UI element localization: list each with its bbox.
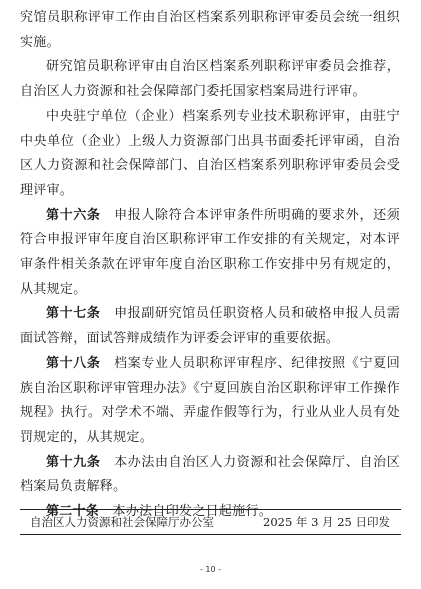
article-18: [20, 352, 400, 451]
article-number: 第十六条: [46, 207, 101, 223]
paragraph-text: 研究馆员职称评审由自治区档案系列职称评审委员会推荐，自治区人力资源和社会保障部门委托国家档案局进行评审。: [20, 59, 400, 100]
paragraph-1: [20, 6, 400, 55]
page-number: - 10 -: [199, 565, 222, 574]
paragraph-3: [20, 105, 400, 204]
document-body: [20, 6, 400, 525]
article-17: [20, 302, 400, 351]
article-16: [20, 204, 400, 303]
paragraph-text: 档案专业人员职称评审程序、纪律按照《宁夏回族自治区职称评审管理办法》《宁夏回族自治区职称评审工作操作规程》执行。对学术不端、弄虚作假等行为，行业从业人员有处罚规定的，从其规定。: [20, 355, 400, 445]
paragraph-text: 本办法由自治区人力资源和社会保障厅、自治区档案局负责解释。: [20, 454, 400, 495]
footer-bottom-rule: [20, 534, 401, 535]
issue-date: 2025 年 3 月 25 日印发: [263, 515, 390, 529]
paragraph-text: 中央驻宁单位（企业）档案系列专业技术职称评审，由驻宁中央单位（企业）上级人力资源部门出具书面委托评审函，自治区人力资源和社会保障部门、自治区档案系列职称评审委员会受理评审。: [20, 108, 400, 198]
article-19: [20, 451, 400, 500]
article-number: 第十九条: [46, 454, 101, 470]
issuance-footer: [30, 511, 390, 533]
paragraph-text: 本办法自印发之日起施行。: [112, 504, 273, 520]
footer-top-rule: [20, 509, 401, 510]
paragraph-text: 申报人除符合本评审条件所明确的要求外，还须符合申报评审年度自治区职称评审工作安排的有关规定，对本评审条件相关条款在评审年度自治区职称工作安排中另有规定的，从其规定。: [20, 207, 400, 297]
issuer-name: 自治区人力资源和社会保障厅办公室: [30, 515, 214, 529]
article-number: 第十七条: [46, 306, 101, 322]
paragraph-2: [20, 55, 400, 104]
article-number: 第二十条: [46, 504, 100, 520]
paragraph-text: 申报副研究馆员任职资格人员和破格申报人员需面试答辩，面试答辩成绩作为评委会评审的重要依据。: [20, 306, 400, 347]
article-number: 第十八条: [46, 355, 101, 371]
paragraph-text: 究馆员职称评审工作由自治区档案系列职称评审委员会统一组织实施。: [20, 10, 400, 50]
